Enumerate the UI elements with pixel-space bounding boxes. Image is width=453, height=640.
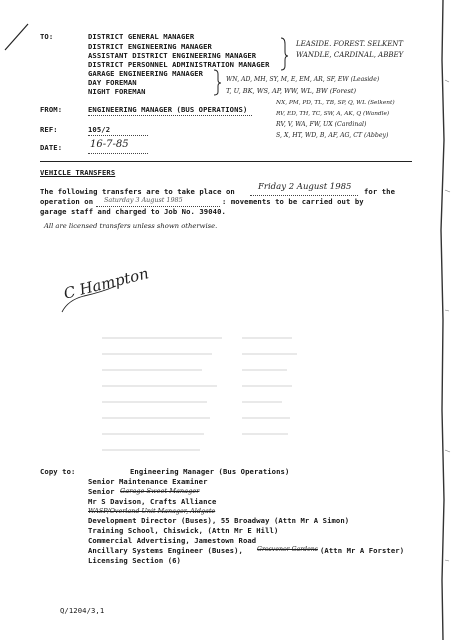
from-label: FROM:	[40, 105, 63, 114]
body-date-underline	[250, 195, 358, 196]
copy-item-6: Development Director (Buses), 55 Broadway (Attn Mr A Simon)	[88, 516, 350, 525]
recipient-5: GARAGE ENGINEERING MANAGER	[88, 69, 204, 78]
corner-pen-mark	[2, 22, 32, 52]
copy-item-4: Mr S Davison, Crafts Alliance	[88, 497, 217, 506]
copy-item-8: Commercial Advertising, Jamestown Road	[88, 536, 257, 545]
to-label: TO:	[40, 32, 54, 41]
body-line-3: garage staff and charged to Job No. 39040.	[40, 207, 226, 216]
garage-note-5: NX, PM, PD, TL, TB, SP, Q, WL (Selkent)	[276, 100, 395, 106]
body-line-2-start: operation on	[40, 197, 94, 206]
copy-item-9-end: (Attn Mr A Forster)	[320, 546, 405, 555]
signature-flourish	[58, 282, 128, 316]
subject: VEHICLE TRANSFERS	[40, 168, 116, 177]
copy-item-10: Licensing Section (6)	[88, 556, 181, 565]
copy-item-2: Senior Maintenance Examiner	[88, 477, 208, 486]
scan-edge	[429, 0, 451, 640]
form-number: Q/1204/3,1	[60, 606, 105, 615]
recipient-4: DISTRICT PERSONNEL ADMINISTRATION MANAGER	[88, 60, 270, 69]
signature: C Hampton	[61, 264, 151, 303]
copy-item-7: Training School, Chiswick, (Attn Mr E Hill)	[88, 526, 279, 535]
body-op-handwritten: Saturday 3 August 1985	[104, 196, 183, 204]
recipient-7: NIGHT FOREMAN	[88, 87, 146, 96]
garage-note-4: T, U, BK, WS, AP, WW, WL, BW (Forest)	[226, 87, 357, 95]
copy-item-5: WASP/Overland Unit Manager, Aldgate	[88, 507, 216, 515]
copy-item-3-start: Senior	[88, 487, 115, 496]
from-value: ENGINEERING MANAGER (BUS OPERATIONS)	[88, 105, 248, 114]
date-value: 16-7-85	[90, 139, 129, 150]
ref-underline	[88, 135, 148, 136]
copy-item-9-start: Ancillary Systems Engineer (Buses),	[88, 546, 243, 555]
recipient-1: DISTRICT GENERAL MANAGER	[88, 32, 195, 41]
handwritten-note: All are licensed transfers unless shown otherwise.	[44, 222, 218, 230]
body-line-2-end: : movements to be carried out by	[222, 197, 364, 206]
copy-label: Copy to:	[40, 467, 76, 476]
ref-label: REF:	[40, 125, 58, 134]
copy-item-9-struck: Grosvenor Gardens	[257, 546, 318, 553]
date-underline	[88, 153, 148, 154]
garage-note-6: RV, ED, TH, TC, SW, A, AK, Q (Wandle)	[276, 111, 390, 117]
date-label: DATE:	[40, 143, 63, 152]
recipient-3: ASSISTANT DISTRICT ENGINEERING MANAGER	[88, 51, 257, 60]
from-underline	[88, 115, 252, 116]
ref-value: 105/2	[88, 125, 111, 134]
garage-note-2: WANDLE, CARDINAL, ABBEY	[296, 51, 404, 59]
body-line-1-start: The following transfers are to take place on	[40, 187, 235, 196]
garage-note-3: WN, AD, MH, SY, M, E, EM, AR, SF, EW (Leaside)	[226, 76, 380, 83]
garage-note-7: RV, V, WA, FW, UX (Cardinal)	[276, 121, 367, 128]
header-divider	[40, 161, 412, 162]
copy-item-1: Engineering Manager (Bus Operations)	[130, 467, 290, 476]
body-line-1-end: for the	[364, 187, 395, 196]
recipient-6: DAY FOREMAN	[88, 78, 137, 87]
garage-note-1: LEASIDE. FOREST. SELKENT	[296, 40, 404, 48]
recipient-2: DISTRICT ENGINEERING MANAGER	[88, 42, 212, 51]
garage-note-8: S, X, HT, WD, B, AF, AG, CT (Abbey)	[276, 132, 389, 139]
copy-item-3-struck: Garage Sweet Manager	[120, 487, 200, 495]
body-date-handwritten: Friday 2 August 1985	[258, 182, 352, 192]
show-through-ghost-text	[92, 332, 312, 462]
